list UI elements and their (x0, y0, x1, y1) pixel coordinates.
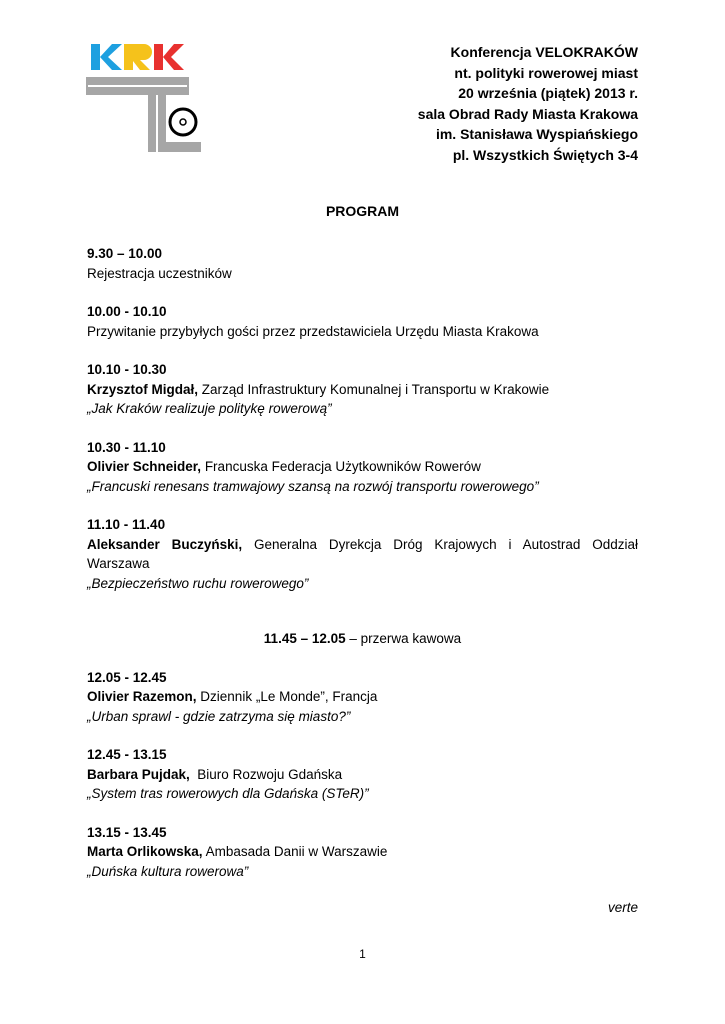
item-text: Przywitanie przybyłych gości przez przedstawiciela Urzędu Miasta Krakowa (87, 323, 539, 339)
item-speaker-line (87, 687, 638, 707)
break-time: 11.45 – 12.05 (263, 631, 346, 646)
program-item (87, 438, 638, 497)
item-time: 10.30 - 11.10 (87, 439, 166, 455)
item-speaker-line (87, 380, 638, 400)
program-item (87, 302, 638, 341)
item-speaker-line (87, 457, 638, 477)
conference-header (298, 42, 638, 165)
program-item (87, 244, 638, 283)
item-talk: „System tras rowerowych dla Gdańska (STeR)” (87, 786, 369, 801)
logo-road (86, 77, 201, 152)
item-talk: „Urban sprawl - gdzie zatrzyma się miasto?” (87, 708, 351, 724)
item-talk: „Bezpieczeństwo ruchu rowerowego” (87, 575, 309, 591)
item-talk: „Jak Kraków realizuje politykę rowerową” (87, 401, 332, 416)
item-speaker: Olivier Schneider, (87, 459, 202, 474)
item-speaker: Krzysztof Migdał, (87, 381, 199, 397)
program-item (87, 515, 638, 593)
break-label: – przerwa kawowa (345, 631, 462, 646)
page-number: 1 (359, 947, 366, 961)
item-speaker-line (87, 535, 638, 555)
item-time: 12.45 - 13.15 (87, 747, 167, 762)
item-time: 12.05 - 12.45 (87, 669, 167, 685)
verte-note: verte (607, 900, 638, 915)
header-line: 20 września (piątek) 2013 r. (458, 85, 638, 101)
item-affiliation: Zarząd Infrastruktury Komunalnej i Transportu w Krakowie (198, 381, 550, 397)
program-list (87, 244, 638, 900)
item-time: 11.10 - 11.40 (87, 517, 166, 532)
program-item (87, 745, 638, 804)
item-speaker: Barbara Pujdak, (87, 766, 190, 782)
item-speaker: Marta Orlikowska, (87, 844, 203, 859)
program-title: PROGRAM (325, 203, 400, 219)
item-time: 13.15 - 13.45 (87, 824, 167, 840)
logo-letter-r (124, 44, 152, 70)
item-talk: „Duńska kultura rowerowa” (87, 863, 249, 879)
item-talk: „Francuski renesans tramwajowy szansą na rozwój transportu rowerowego” (87, 478, 539, 494)
item-affiliation: Ambasada Danii w Warszawie (202, 844, 388, 859)
item-time: 10.00 - 10.10 (87, 304, 167, 319)
program-item (87, 668, 638, 727)
item-speaker: Aleksander Buczyński, (87, 536, 243, 552)
item-speaker-line (87, 765, 638, 785)
coffee-break (87, 629, 638, 649)
item-affiliation: Biuro Rozwoju Gdańska (189, 766, 343, 782)
logo-wheel-icon (170, 109, 196, 135)
logo-letter-k1 (91, 44, 122, 70)
item-affiliation: Dziennik „Le Monde”, Francja (196, 689, 378, 704)
header-line: pl. Wszystkich Świętych 3-4 (452, 146, 638, 163)
header-line: nt. polityki rowerowej miast (454, 64, 638, 81)
logo-letter-k2 (154, 44, 184, 70)
krk-logo (86, 42, 206, 154)
item-speaker-line (87, 842, 638, 862)
item-speaker: Olivier Razemon, (87, 689, 197, 704)
item-text: Rejestracja uczestników (87, 265, 232, 281)
item-affiliation: Generalna Dyrekcja Dróg Krajowych i Autostrad Oddział (242, 536, 638, 552)
header-line: Konferencja VELOKRAKÓW (450, 44, 638, 60)
header-line: sala Obrad Rady Miasta Krakowa (417, 105, 638, 122)
item-affiliation-cont: Warszawa (87, 556, 150, 571)
header-line: im. Stanisława Wyspiańskiego (435, 126, 638, 142)
item-time: 10.10 - 10.30 (87, 362, 167, 377)
item-time: 9.30 – 10.00 (87, 246, 163, 261)
krk-logo-graphic (86, 42, 206, 154)
item-affiliation: Francuska Federacja Użytkowników Rowerów (201, 459, 481, 474)
program-item (87, 823, 638, 882)
program-item (87, 360, 638, 419)
